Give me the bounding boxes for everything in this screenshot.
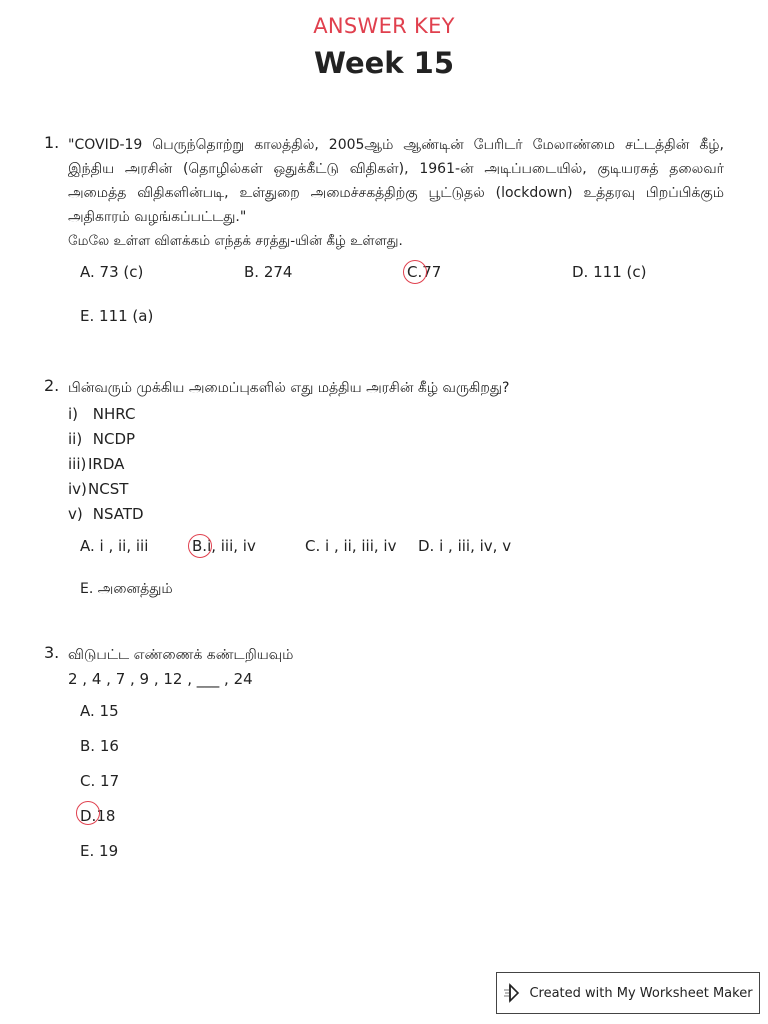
question-text: பின்வரும் முக்கிய அமைப்புகளில் எது மத்திய அரசின் கீழ் வருகிறது? xyxy=(68,380,510,396)
list-item: ii) NCDP xyxy=(68,430,136,448)
options-row xyxy=(80,307,724,331)
option-a: A. 73 (c) xyxy=(80,263,144,281)
option-b: B. 16 xyxy=(80,737,119,755)
option-d-correct: D.18 xyxy=(80,804,724,839)
options-list xyxy=(80,699,724,874)
option-d: D. i , iii, iv, v xyxy=(418,537,512,555)
question-text: விடுபட்ட எண்ணைக் கண்டறியவும் xyxy=(68,647,294,663)
question-number: 2. xyxy=(44,376,60,395)
option-e: E. 111 (a) xyxy=(80,307,154,325)
question-2 xyxy=(44,376,724,605)
list-item: iv)NCST xyxy=(68,480,129,498)
worksheet-maker-logo-icon xyxy=(503,983,523,1003)
question-prompt: மேலே உள்ள விளக்கம் எந்தக் சரத்து-யின் கீழ் உள்ளது. xyxy=(68,233,403,249)
option-c-correct: C.77 xyxy=(407,263,442,281)
option-a: A. 15 xyxy=(80,702,119,720)
option-b: B. 274 xyxy=(244,263,293,281)
item-list xyxy=(68,402,724,527)
question-3 xyxy=(44,643,724,874)
created-with-badge[interactable] xyxy=(496,972,760,1014)
list-item: v) NSATD xyxy=(68,505,144,523)
correct-answer-circle: B. xyxy=(192,537,208,555)
option-d: D. 111 (c) xyxy=(572,263,647,281)
badge-text: Created with My Worksheet Maker xyxy=(529,985,753,1001)
option-a: A. i , ii, iii xyxy=(80,537,149,555)
correct-answer-circle: C. xyxy=(407,263,423,281)
list-item: i) NHRC xyxy=(68,405,136,423)
question-1 xyxy=(44,133,724,331)
options-row xyxy=(80,537,724,561)
option-e: E. அனைத்தும் xyxy=(80,581,173,597)
option-b-correct: B.i, iii, iv xyxy=(192,537,256,555)
option-c: C. i , ii, iii, iv xyxy=(305,537,397,555)
page-header xyxy=(0,14,768,80)
question-text: "COVID-19 பெருந்தொற்று காலத்தில், 2005ஆம் ஆண்டின் பேரிடர் மேலாண்மை சட்டத்தின் கீழ், இந்திய அரசின் (தொழில்கள் ஒதுக்கீட்டு விதிகள்), 1961-ன் அடிப்படையில், குடியரசுத் தலைவர் அமைத்த விதிகளின்படி, உள்துறை அமைச்சகத்திற்கு பூட்டுதல் (lockdown) உத்தரவு பிறப்பிக்கும் அதிகாரம் வழங்கப்பட்டது." xyxy=(68,137,724,225)
options-row xyxy=(80,263,724,287)
list-item: iii) IRDA xyxy=(68,455,125,473)
page-title: Week 15 xyxy=(313,46,455,80)
option-e: E. 19 xyxy=(80,842,119,860)
question-number: 3. xyxy=(44,643,60,662)
answer-key-label: ANSWER KEY xyxy=(313,14,455,38)
options-row xyxy=(80,581,724,605)
correct-answer-circle: D. xyxy=(80,804,96,828)
question-number: 1. xyxy=(44,133,60,152)
option-c: C. 17 xyxy=(80,772,120,790)
number-sequence: 2 , 4 , 7 , 9 , 12 , ___ , 24 xyxy=(68,670,253,688)
